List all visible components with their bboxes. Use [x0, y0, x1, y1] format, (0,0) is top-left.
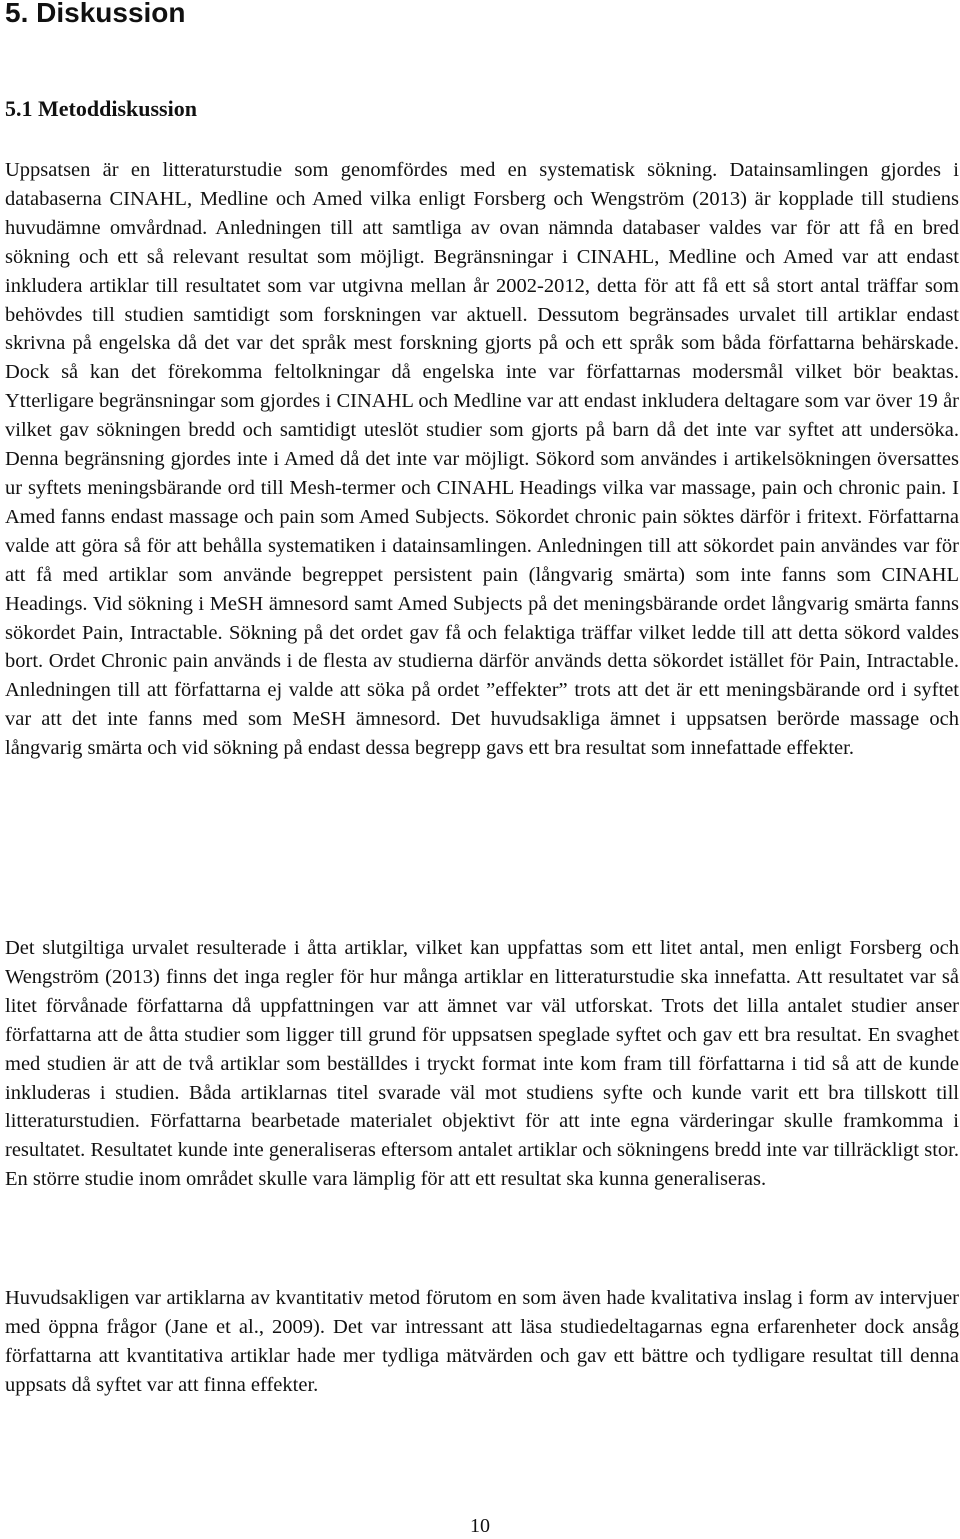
page-number: 10 — [470, 1515, 490, 1537]
paragraph-method-type: Huvudsakligen var artiklarna av kvantitativ metod förutom en som även hade kvalitativa inslag i form av intervjuer med öppna frågor (Jane et al., 2009). Det var intressant att läsa studiedeltagarnas egna erfarenheter dock ansåg författarna att kvantitativa artiklar hade mer tydliga mätvärden och gav ett bättre och tydligare resultat till denna uppsats då syftet var att finna effekter. — [5, 1287, 959, 1396]
paragraph-method-search: Uppsatsen är en litteraturstudie som genomfördes med en systematisk sökning. Datainsamlingen gjordes i databaserna CINAHL, Medline och Amed vilka enligt Forsberg och Wengström (2013) är kopplade till studiens huvudämne omvårdnad. Anledningen till att samtliga av ovan nämnda databaser valdes var för att få en bred sökning och ett så relevant resultat som möjligt. Begränsningar i CINAHL, Medline och Amed var att endast inkludera artiklar till resultatet som var utgivna mellan år 2002-2012, detta för att få ett så stort antal träffar som behövdes till studien samtidigt som forskningen var aktuell. Dessutom begränsades urvalet till artiklar endast skrivna på engelska då det var det språk mest forskning gjorts på och ett språk som båda författarna behärskade. Dock så kan det förekomma feltolkningar då engelska inte var författarnas modersmål vilket bör beaktas. Ytterligare begränsningar som gjordes i CINAHL och Medline var att endast inkludera deltagare som var över 19 år vilket gav sökningen bredd och samtidigt uteslöt studier som gjorts på barn då det inte var syftet att undersöka. Denna begränsning gjordes inte i Amed då det inte var möjligt. Sökord som användes i artikelsökningen översattes ur syftets meningsbärande ord till Mesh-termer och CINAHL Headings vilka var massage, pain och chronic pain. I Amed fanns endast massage och pain som Amed Subjects. Sökordet chronic pain söktes därför i fritext. Författarna valde att göra så för att behålla systematiken i datainsamlingen. Anledningen till att sökordet pain användes var för att få med artiklar som använde begreppet persistent pain (långvarig smärta) som inte fanns som CINAHL Headings. Vid sökning i MeSH ämnesord samt Amed Subjects på det meningsbärande ordet långvarig smärta fanns sökordet Pain, Intractable. Sökning på det ordet gav få och felaktiga träffar vilket ledde till att detta sökord valdes bort. Ordet Chronic pain används i de flesta av studierna därför används detta sökordet istället för Pain, Intractable. Anledningen till att författarna ej valde att söka på ordet ”effekter” trots att det är ett meningsbärande ord i syftet var att det inte fanns med som MeSH ämnesord. Det huvudsakliga ämnet i uppsatsen berörde massage och långvarig smärta och vid sökning på endast dessa begrepp gavs ett bra resultat som innefattade effekter. — [5, 159, 959, 760]
paragraph-selection: Det slutgiltiga urvalet resulterade i åtta artiklar, vilket kan uppfattas som ett litet antal, men enligt Forsberg och Wengström (2013) finns det inga regler för hur många artiklar en litteraturstudie ska innefatta. Att resultatet var så litet förvånade författarna då uppfattningen var att ämnet var väl utforskat. Trots det lilla antalet studier anser författarna att de åtta studier som ligger till grund för uppsatsen speglade syftet och gav ett bra resultat. En svaghet med studien är att de två artiklar som beställdes i tryckt format inte kom fram till författarna i tid så att de kunde inkluderas i studien. Båda artiklarnas titel svarade väl mot studiens syfte och kunde varit ett bra tillskott till litteraturstudien. Författarna bearbetade materialet objektivt för att inte egna värderingar skulle framkomma i resultatet. Resultatet kunde inte generaliseras eftersom antalet artiklar och sökningens bredd inte var tillräckligt stor. En större studie inom området skulle vara lämplig för att ett resultat ska kunna generaliseras. — [5, 937, 959, 1191]
section-heading: 5. Diskussion — [5, 0, 186, 28]
subsection-heading: 5.1 Metoddiskussion — [5, 96, 197, 121]
